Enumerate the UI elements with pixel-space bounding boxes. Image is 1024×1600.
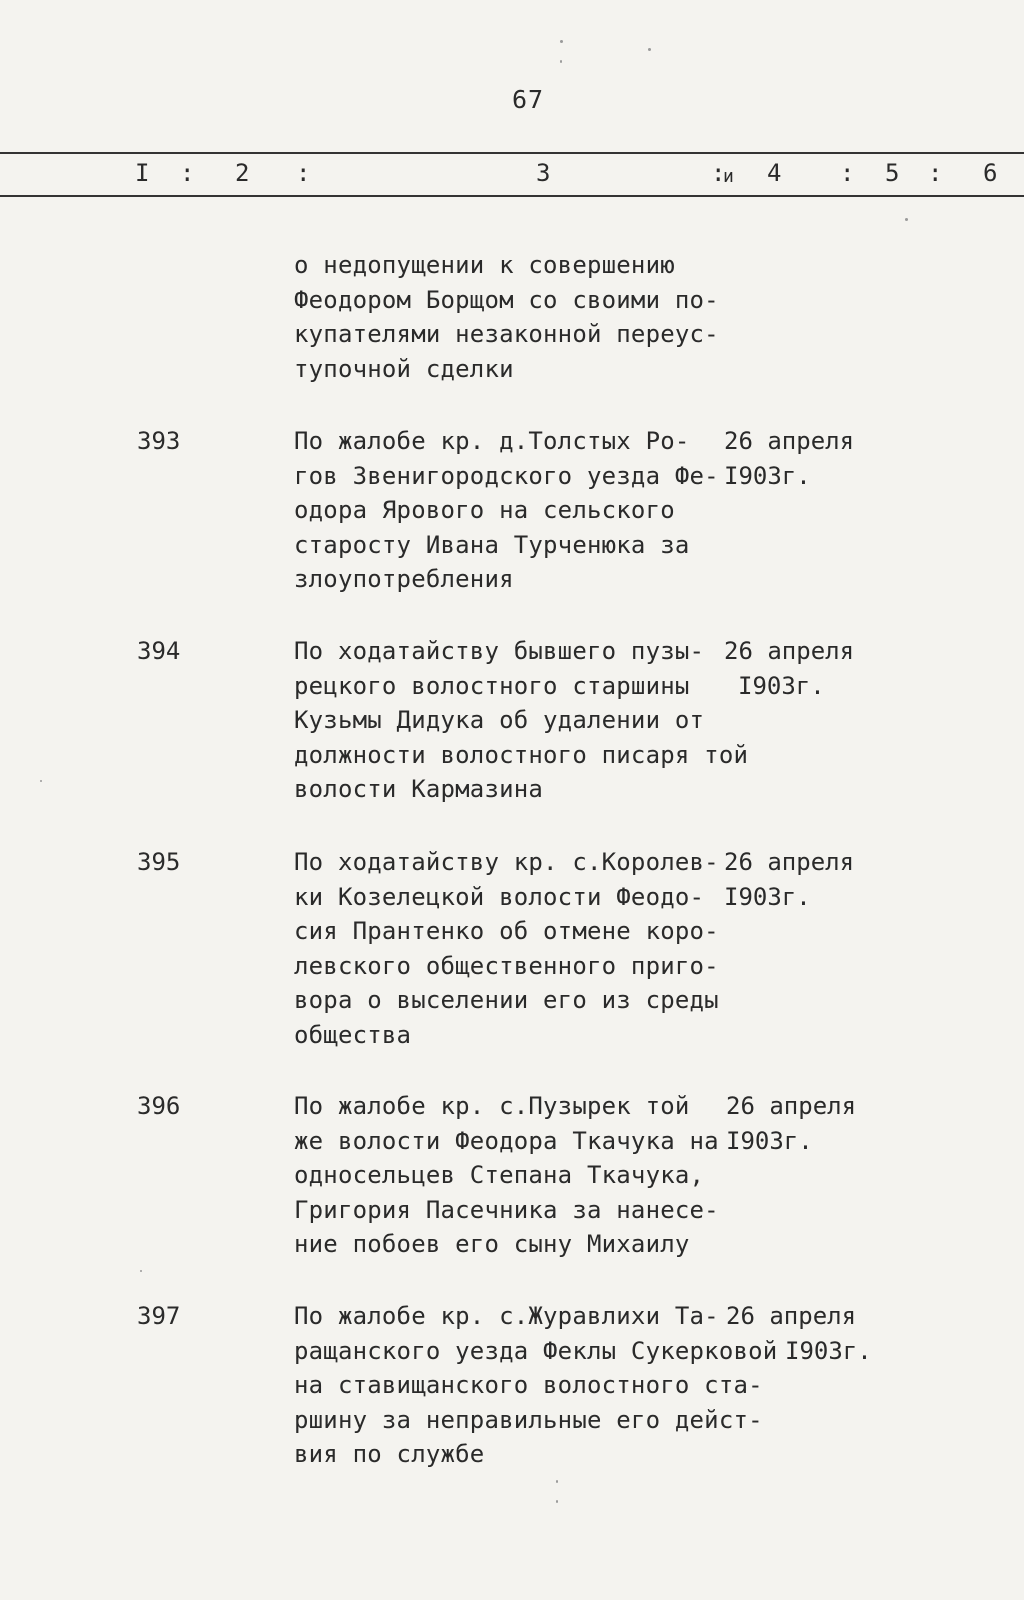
text-line: о недопущении к совершению	[294, 251, 675, 279]
text-line: По жалобе кр. д.Толстых Ро-	[294, 427, 690, 455]
date-line: 26 апреля	[726, 1092, 857, 1120]
continuation-text	[294, 248, 719, 386]
date-line: 26 апреля	[724, 637, 855, 665]
text-line: ращанского уезда Феклы Сукерковой	[294, 1336, 778, 1365]
scan-speck	[40, 780, 42, 782]
text-line: сия Прантенко об отмене коро-	[294, 917, 719, 945]
entry-number: 394	[137, 637, 181, 665]
entry-number: 393	[137, 427, 181, 455]
entry-number: 397	[137, 1302, 181, 1330]
text-line: рецкого волостного старшины	[294, 671, 690, 700]
date-line: 26 апреля	[726, 1302, 857, 1330]
text-line: старосту Ивана Турченюка за	[294, 530, 690, 559]
column-separator: :	[928, 159, 943, 187]
entry-description	[294, 1299, 777, 1472]
text-line: По жалобе кр. с.Пузырек той	[294, 1092, 690, 1120]
column-header-4: 4	[767, 159, 782, 187]
scan-speck	[648, 48, 651, 51]
date-line: 26 апреля	[724, 848, 855, 876]
text-line: ки Козелецкой волости Феодо-	[294, 882, 705, 911]
text-line: По ходатайству кр. с.Королев-	[294, 848, 719, 876]
column-header-2: 2	[235, 159, 250, 187]
text-line: По ходатайству бывшего пузы-	[294, 637, 705, 665]
header-top-rule	[0, 152, 1024, 154]
entry-description	[294, 845, 719, 1052]
entry-number: 395	[137, 848, 181, 876]
page-number: 67	[512, 85, 545, 114]
scan-speck	[556, 1480, 558, 1483]
date-line: 26 апреля	[724, 427, 855, 455]
text-line: Феодором Борщом со своими по-	[294, 285, 719, 314]
column-header-4-prefix: и	[723, 166, 734, 187]
text-line: общества	[294, 1020, 412, 1049]
scan-speck	[560, 60, 562, 63]
scan-speck	[140, 1270, 142, 1272]
column-header-5: 5	[885, 159, 900, 187]
date-line: I903г.	[724, 882, 811, 911]
text-line: должности волостного писаря той	[294, 740, 749, 769]
text-line: на ставищанского волостного ста-	[294, 1371, 763, 1399]
entry-date	[726, 1089, 856, 1158]
entry-description	[294, 1089, 719, 1262]
text-line: вора о выселении его из среды	[294, 986, 719, 1014]
scan-speck	[560, 40, 563, 43]
column-header-1: I	[135, 159, 150, 187]
entry-date	[724, 634, 854, 703]
column-separator: :	[711, 159, 726, 187]
date-line: I903г.	[785, 1337, 872, 1365]
entry-date-year	[785, 1334, 872, 1369]
text-line: гов Звенигородского уезда Фе-	[294, 461, 719, 490]
text-line: же волости Феодора Ткачука на	[294, 1126, 719, 1155]
entry-number: 396	[137, 1092, 181, 1120]
header-bottom-rule	[0, 195, 1024, 197]
date-line: I903г.	[738, 671, 825, 700]
column-header-6: 6	[983, 159, 998, 187]
date-line: I903г.	[724, 461, 811, 490]
column-separator: :	[296, 159, 311, 187]
text-line: односельцев Степана Ткачука,	[294, 1161, 705, 1189]
text-line: вия по службе	[294, 1440, 485, 1468]
text-line: купателями незаконной переус-	[294, 320, 719, 348]
text-line: ние побоев его сыну Михаилу	[294, 1230, 690, 1258]
text-line: волости Кармазина	[294, 775, 544, 803]
date-line: I903г.	[726, 1126, 813, 1155]
text-line: Кузьмы Дидука об удалении от	[294, 706, 705, 734]
scan-speck	[556, 1500, 558, 1503]
text-line: По жалобе кр. с.Журавлихи Та-	[294, 1302, 719, 1330]
text-line: Григория Пасечника за нанесе-	[294, 1195, 719, 1224]
text-line: левского общественного приго-	[294, 951, 719, 980]
scan-speck	[905, 218, 908, 221]
text-line: одора Ярового на сельского	[294, 496, 675, 524]
entry-date	[724, 424, 854, 493]
column-separator: :	[180, 159, 195, 187]
text-line: злоупотребления	[294, 565, 514, 593]
column-header-3: 3	[536, 159, 551, 187]
entry-description	[294, 424, 719, 597]
entry-date	[724, 845, 854, 914]
text-line: тупочной сделки	[294, 354, 514, 383]
text-line: ршину за неправильные его дейст-	[294, 1405, 763, 1434]
entry-description	[294, 634, 748, 807]
column-separator: :	[840, 159, 855, 187]
